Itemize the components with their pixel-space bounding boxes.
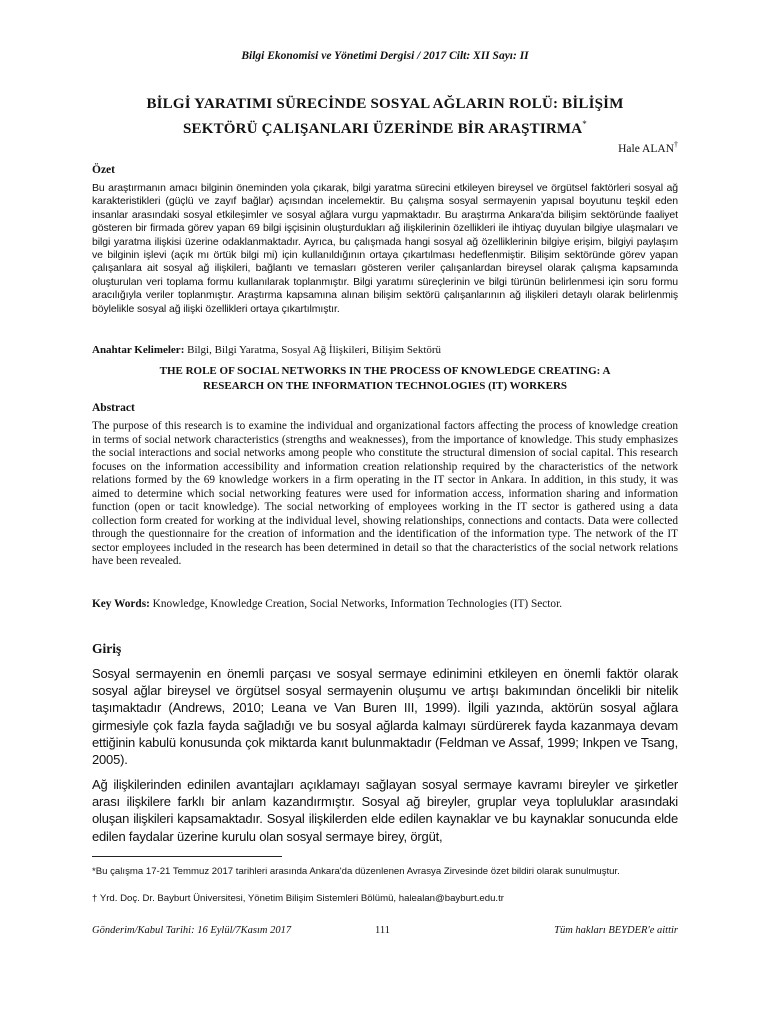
title-line-2-text: SEKTÖRÜ ÇALIŞANLARI ÜZERİNDE BİR ARAŞTIRMA (182, 121, 583, 137)
anahtar-text: Bilgi, Bilgi Yaratma, Sosyal Ağ İlişkileri, Bilişim Sektörü (184, 344, 442, 356)
giris-heading: Giriş (92, 641, 122, 656)
english-title-line-1: THE ROLE OF SOCIAL NETWORKS IN THE PROCESS OF KNOWLEDGE CREATING: A (159, 365, 611, 377)
giris-paragraph-2: Ağ ilişkilerinden edinilen avantajları açıklamayı sağlayan sosyal sermaye kavramı bireyler ve şirketler arası ilişkilere farklı bir anlam kazandırmıştır. Sosyal ağ bireyler, gruplar veya topluluklar arasındaki oluşan ilişkileri kapsamaktadır. Sosyal ilişkilerden elde edilen kaynaklar ve bu kaynaklar sonucunda elde edilen faydalar üzerine kurulu olan sosyal sermaye birey, örgüt, (92, 777, 678, 844)
footnote-1: *Bu çalışma 17-21 Temmuz 2017 tarihleri arasında Ankara'da düzenlenen Avrasya Zirvesinde özet bildiri olarak sunulmuştur. (92, 866, 620, 877)
title-footnote-mark: * (582, 119, 587, 129)
ozet-paragraph: Bu araştırmanın amacı bilginin öneminden yola çıkarak, bilgi yaratma sürecini etkileyen bireysel ve örgütsel faktörleri sosyal ağ karakteristikleri (güçlü ve zayıf bağlar) açısından incelemektir. Bu çalışma sosyal sermayenin yapısal boyutunu teşkil eden insanlar arasındaki sosyal etkileşimler ve sosyal ağlara vurgu yapmaktadır. Bu araştırma Ankara'da bilişim sektöründe faaliyet gösteren bir firmada görev yapan 69 bilgi işçisinin oluşturdukları ağ ilişkilerinin özellikleri ile ihtiyaç duyulan bilgiye ulaşmaları ve bilgi yaratma ilişkisi üzerine odaklanmaktadır. Ayrıca, bu çalışmada hangi sosyal ağ özelliklerinin bilgiye erişim, bilgiyi paylaşım ve bilginin işlevi (açık mı örtük bilgi mi) için kullanıldığının ortaya çıkartılması hedeflenmiştir. Bilişim sektöründe görev yapan çalışanlara ait sosyal ağ ilişkileri, bağlantı ve temasları gösteren veriler çalışanlardan bireysel olarak çalışma kapsamında oluşturulan veri toplama formu kullanılarak toplanmıştır. Bilgi yaratımı süreçlerinin ve bilgi türünün belirlenmesi için soru formu aracılığıyla veriler toplanmıştır. Araştırma kapsamına alınan bilişim sektörü çalışanlarının ağ ilişkileri detaylı olarak belirlenmiş böylelikle sosyal ağ ilişki özellikleri ortaya çıkartılmıştır. (92, 182, 678, 315)
author-name-text: Hale ALAN (618, 142, 674, 155)
submission-dates: Gönderim/Kabul Tarihi: 16 Eylül/7Kasım 2017 (92, 925, 292, 936)
abstract-paragraph: The purpose of this research is to examine the individual and organizational factors affecting the process of knowledge creation in terms of social network characteristics (strengths and weaknesses), from the importance of knowledge. This study emphasizes the social interactions and social networks among people who constitute the structural dimension of social capital. This research focuses on the information accessibility and information creation relationship required by the characteristics of the network relations formed by the 69 knowledge workers in a firm operating in the IT sector in Ankara. In addition, in this study, it was aimed to determine which social networking features were used for information access, information sharing and information function (open or tacit knowledge). The social networking of employees working in the IT sector is gathered using a data collection form created for working at the individual level, showing relationships, connections and contacts. Data were collected through the questionnaire for the creation of information and the identification of the information type. The network of the IT sector employees included in the research has been determined in detail so that the characteristics of the social network relations have been revealed. (92, 420, 678, 567)
key-words-text: Knowledge, Knowledge Creation, Social Networks, Information Technologies (IT) Sector. (149, 598, 563, 610)
copyright-notice: Tüm hakları BEYDER'e aittir (554, 925, 678, 936)
author-name (618, 140, 678, 155)
english-title-line-2: RESEARCH ON THE INFORMATION TECHNOLOGIES (IT) WORKERS (202, 380, 568, 392)
journal-header: Bilgi Ekonomisi ve Yönetimi Dergisi / 2017 Cilt: XII Sayı: II (241, 50, 529, 62)
title-line-2 (92, 114, 678, 139)
author-footnote-mark: † (674, 140, 678, 149)
footnote-divider (92, 856, 282, 857)
ozet-heading: Özet (92, 164, 115, 176)
anahtar-label: Anahtar Kelimeler: (92, 344, 185, 356)
english-title (92, 364, 678, 394)
abstract-heading: Abstract (92, 402, 135, 414)
page-number: 111 (375, 925, 390, 936)
giris-paragraph-1: Sosyal sermayenin en önemli parçası ve sosyal sermaye edinimini etkileyen en önemli faktör olarak sosyal ağlar bireysel ve örgütsel sosyal sermayenin oluşumu ve artışı bakımından öncelikli bir nitelik taşımaktadır (Andrews, 2010; Leana ve Van Buren III, 1999). İlgili yazında, aktörün sosyal ağlara girmesiyle çok fazla fayda sağladığı ve bu sosyal ağlarda kalmayı sürdürerek fayda kazanmaya devam ettiğinin kabulü konusunda çok miktarda kanıt bulunmaktadır (Feldman ve Assaf, 1999; Inkpen ve Tsang, 2005). (92, 666, 678, 768)
anahtar-kelimeler (92, 344, 678, 356)
footnote-2: † Yrd. Doç. Dr. Bayburt Üniversitesi, Yönetim Bilişim Sistemleri Bölümü, halealan@bayburt.edu.tr (92, 893, 504, 904)
paper-title (92, 94, 678, 139)
key-words-label: Key Words: (92, 598, 150, 610)
title-line-1: BİLGİ YARATIMI SÜRECİNDE SOSYAL AĞLARIN ROLÜ: BİLİŞİM (146, 96, 624, 112)
key-words (92, 598, 678, 610)
